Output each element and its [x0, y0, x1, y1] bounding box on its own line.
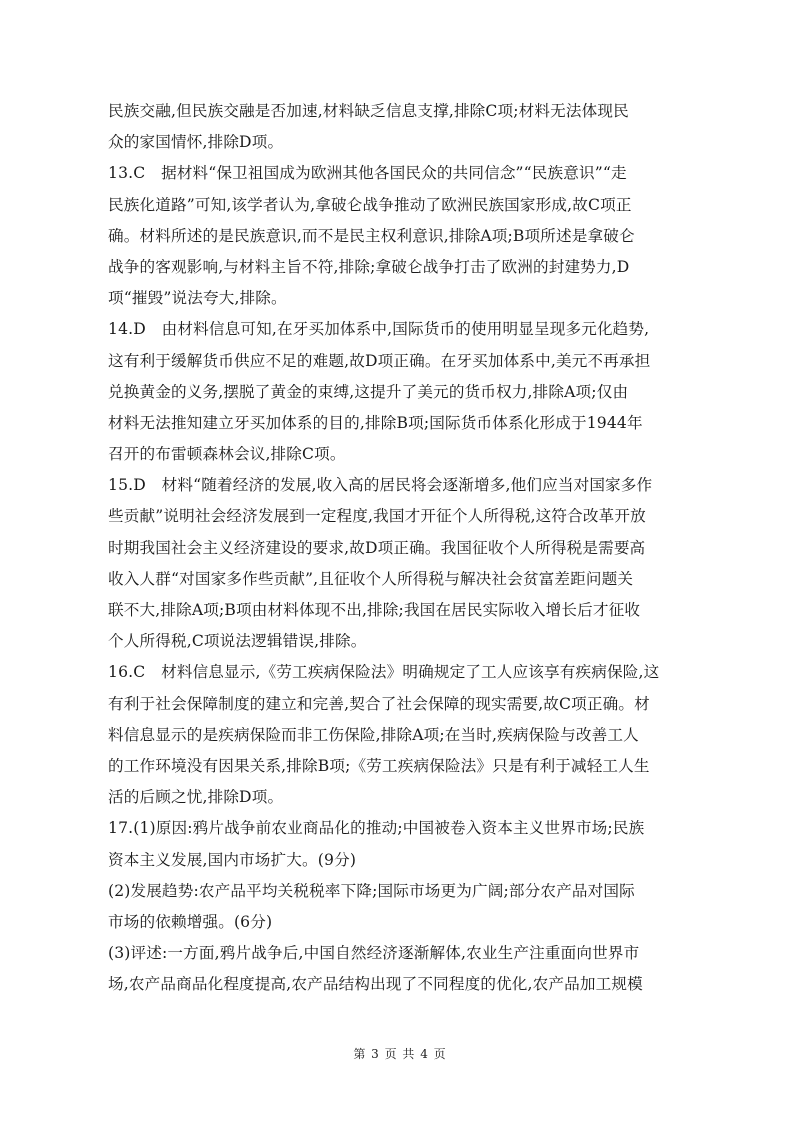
- text-line: 时期我国社会主义经济建设的要求,故D项正确。我国征收个人所得税是需要高: [108, 538, 646, 557]
- text-line: 众的家国情怀,排除D项。: [108, 133, 284, 152]
- page-number-footer: 第 3 页 共 4 页: [353, 1047, 447, 1061]
- text-line: 活的后顾之忧,排除D项。: [108, 788, 284, 807]
- text-line: 的工作环境没有因果关系,排除B项;《劳工疾病保险法》只是有利于减轻工人生: [108, 756, 650, 775]
- text-line: 场,农产品商品化程度提高,农产品结构出现了不同程度的优化,农产品加工规模: [108, 975, 643, 994]
- text-line: 13.C 据材料“保卫祖国成为欧洲其他各国民众的共同信念”“民族意识”“走: [108, 164, 627, 183]
- text-line: 确。材料所述的是民族意识,而不是民主权利意识,排除A项;B项所述是拿破仑: [108, 226, 635, 245]
- text-line: 项“摧毁”说法夸大,排除。: [108, 289, 287, 308]
- text-line: 个人所得税,C项说法逻辑错误,排除。: [108, 632, 367, 651]
- text-line: 这有利于缓解货币供应不足的难题,故D项正确。在牙买加体系中,美元不再承担: [108, 351, 651, 370]
- text-line: 联不大,排除A项;B项由材料体现不出,排除;我国在居民实际收入增长后才征收: [108, 601, 641, 619]
- text-line: 16.C 材料信息显示,《劳工疾病保险法》明确规定了工人应该享有疾病保险,这: [108, 663, 660, 682]
- text-line: 收入人群“对国家多作些贡献”,且征收个人所得税与解决社会贫富差距问题关: [108, 569, 634, 588]
- text-line: (3)评述:一方面,鸦片战争后,中国自然经济逐渐解体,农业生产注重面向世界市: [108, 944, 640, 963]
- text-line: 资本主义发展,国内市场扩大。(9分): [108, 850, 357, 869]
- text-line: 有利于社会保障制度的建立和完善,契合了社会保障的现实需要,故C项正确。材: [108, 694, 650, 713]
- text-line: 14.D 由材料信息可知,在牙买加体系中,国际货币的使用明显呈现多元化趋势,: [108, 320, 650, 339]
- text-line: 兑换黄金的义务,摆脱了黄金的束缚,这提升了美元的货币权力,排除A项;仅由: [108, 382, 629, 401]
- answer-text-block: [108, 96, 696, 1000]
- text-line: 战争的客观影响,与材料主旨不符,排除;拿破仑战争打击了欧洲的封建势力,D: [108, 257, 630, 276]
- text-line: 市场的依赖增强。(6分): [108, 912, 273, 931]
- text-line: 料信息显示的是疾病保险而非工伤保险,排除A项;在当时,疾病保险与改善工人: [108, 725, 639, 744]
- text-line: 17.(1)原因:鸦片战争前农业商品化的推动;中国被卷入资本主义世界市场;民族: [108, 819, 645, 838]
- text-line: 些贡献”说明社会经济发展到一定程度,我国才开征个人所得税,这符合改革开放: [108, 507, 646, 526]
- text-line: 材料无法推知建立牙买加体系的目的,排除B项;国际货币体系化形成于1944年: [108, 413, 643, 432]
- text-line: 民族化道路”可知,该学者认为,拿破仑战争推动了欧洲民族国家形成,故C项正: [108, 195, 632, 214]
- text-line: (2)发展趋势:农产品平均关税税率下降;国际市场更为广阔;部分农产品对国际: [108, 881, 635, 900]
- text-line: 民族交融,但民族交融是否加速,材料缺乏信息支撑,排除C项;材料无法体现民: [108, 102, 629, 120]
- text-line: 召开的布雷顿森林会议,排除C项。: [108, 445, 346, 464]
- text-line: 15.D 材料“随着经济的发展,收入高的居民将会逐渐增多,他们应当对国家多作: [108, 476, 653, 495]
